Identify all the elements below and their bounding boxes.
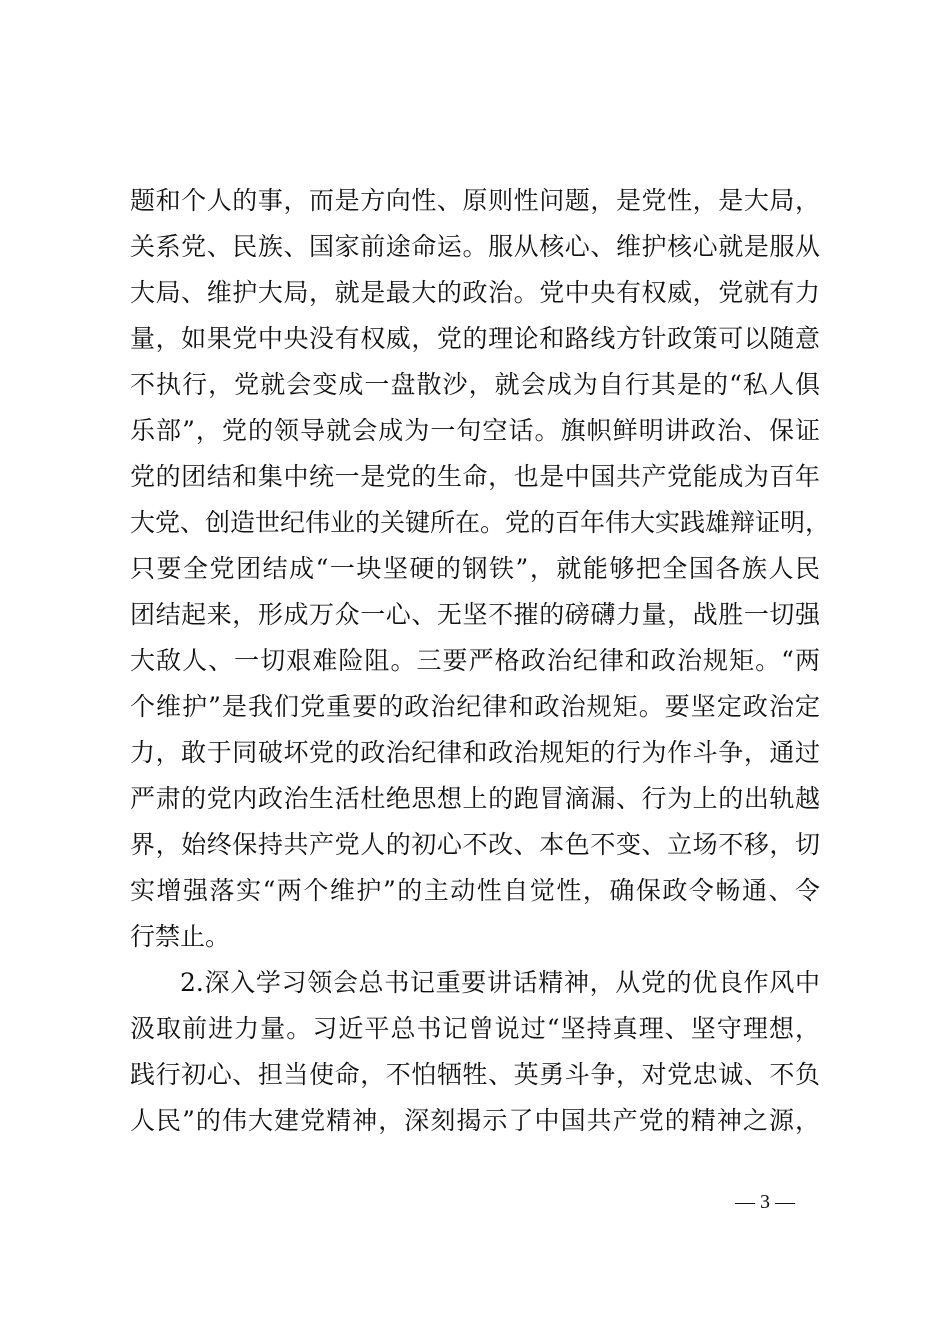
body-text-line: 大党、创造世纪伟业的关键所在。党的百年伟大实践雄辩证明， bbox=[130, 508, 831, 537]
body-text-line: 实增强落实“两个维护”的主动性自觉性，确保政令畅通、令 bbox=[130, 876, 820, 905]
body-text-line: 界，始终保持共产党人的初心不改、本色不变、立场不移，切 bbox=[130, 830, 820, 859]
body-text-line: 大敌人、一切艰难险阻。三要严格政治纪律和政治规矩。“两 bbox=[130, 646, 820, 675]
body-text-line: 行禁止。 bbox=[130, 922, 231, 951]
body-text-line: 乐部”，党的领导就会成为一句空话。旗帜鲜明讲政治、保证 bbox=[130, 416, 820, 445]
body-text-line: 只要全党团结成“一块坚硬的钢铁”，就能够把全国各族人民 bbox=[130, 554, 820, 583]
body-text-line: 严肃的党内政治生活杜绝思想上的跑冒滴漏、行为上的出轨越 bbox=[130, 784, 820, 813]
body-text-line: 个维护”是我们党重要的政治纪律和政治规矩。要坚定政治定 bbox=[130, 692, 820, 721]
body-text-line: 量，如果党中央没有权威，党的理论和路线方针政策可以随意 bbox=[130, 324, 820, 353]
body-text-line: 力，敢于同破坏党的政治纪律和政治规矩的行为作斗争，通过 bbox=[130, 738, 820, 767]
body-text-line: 践行初心、担当使命，不怕牺牲、英勇斗争，对党忠诚、不负 bbox=[130, 1060, 820, 1089]
body-text-line: 题和个人的事，而是方向性、原则性问题，是党性，是大局， bbox=[130, 186, 820, 215]
page-number: — 3 — bbox=[735, 1191, 795, 1213]
body-text-line: 人民”的伟大建党精神，深刻揭示了中国共产党的精神之源， bbox=[130, 1106, 820, 1135]
body-text-line: 党的团结和集中统一是党的生命，也是中国共产党能成为百年 bbox=[130, 462, 820, 491]
paragraph-start-line: 2.深入学习领会总书记重要讲话精神，从党的优良作风中 bbox=[180, 968, 820, 997]
body-text-line: 汲取前进力量。习近平总书记曾说过“坚持真理、坚守理想， bbox=[130, 1014, 820, 1043]
body-text-line: 大局、维护大局，就是最大的政治。党中央有权威，党就有力 bbox=[130, 278, 820, 307]
body-text-line: 团结起来，形成万众一心、无坚不摧的磅礴力量，战胜一切强 bbox=[130, 600, 820, 629]
body-text-line: 不执行，党就会变成一盘散沙，就会成为自行其是的“私人俱 bbox=[130, 370, 820, 399]
body-text-line: 关系党、民族、国家前途命运。服从核心、维护核心就是服从 bbox=[130, 232, 820, 261]
